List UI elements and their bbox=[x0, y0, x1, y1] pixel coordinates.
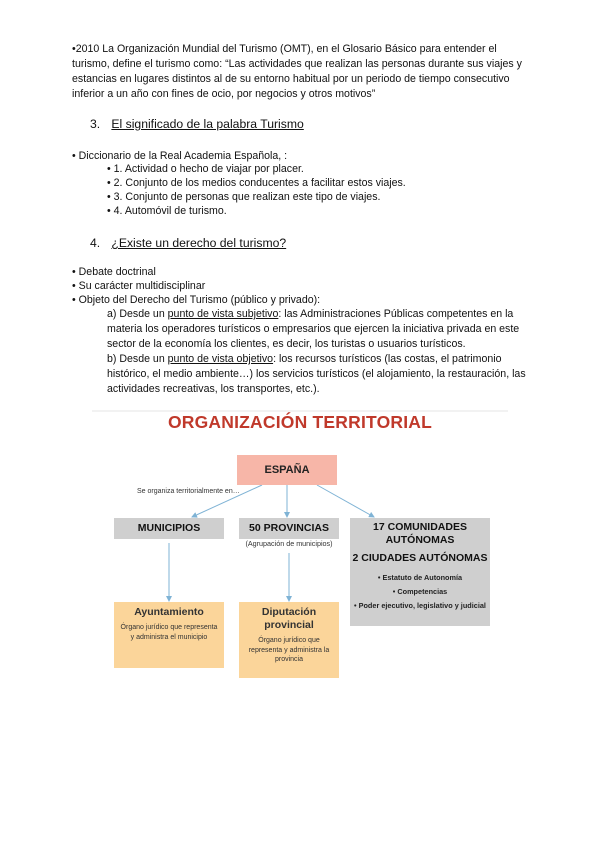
intro-paragraph: •2010 La Organización Mundial del Turismo (OMT), en el Glosario Básico para entender el turismo, define el turismo como: “Las actividades que realizan las personas durante sus viajes y estancias en lugares distintos al de su entorno habitual por un periodo de tiempo consecutivo inferior a un año con fines de ocio, por negocios y otros motivos” bbox=[72, 43, 522, 100]
provincias-box: 50 PROVINCIAS bbox=[239, 518, 339, 539]
diagram-title: ORGANIZACIÓN TERRITORIAL bbox=[167, 412, 433, 432]
ccaa-list-item: • Competencias bbox=[392, 587, 448, 596]
section-3-lead: • Diccionario de la Real Academia Española, : bbox=[72, 150, 288, 162]
section-4-heading bbox=[90, 235, 286, 251]
paragraph-subjective bbox=[107, 307, 532, 352]
list-item: • 3. Conjunto de personas que realizan este tipo de viajes. bbox=[107, 191, 381, 203]
para-b-rest: : los recursos turísticos (las costas, el patrimonio histórico, el medio ambiente…) los servicios turísticos (el alojamiento, la restauración, las actividades recreativas, los transportes, etc.). bbox=[107, 353, 526, 395]
ayuntamiento-desc: Órgano jurídico que representa y administra el municipio bbox=[120, 624, 218, 641]
municipios-box: MUNICIPIOS bbox=[114, 518, 224, 539]
territorial-organization-diagram bbox=[92, 405, 508, 695]
para-a-rest: : las Administraciones Públicas competentes en la materia los operadores turísticos o empresarios que ejercen la iniciativa privada en este sector de la economía los clientes, es decir, los turistas o usuarios turísticos. bbox=[107, 308, 520, 350]
ccaa-list-item: • Estatuto de Autonomía bbox=[377, 573, 463, 582]
section-4-number: 4. bbox=[90, 236, 101, 250]
arrow-to-ccaa bbox=[317, 485, 374, 517]
para-a-link: punto de vista subjetivo bbox=[167, 308, 279, 320]
ccaa-list-item: • Poder ejecutivo, legislativo y judicial bbox=[354, 601, 486, 610]
section-3-number: 3. bbox=[90, 117, 101, 131]
section-3-heading bbox=[90, 116, 304, 132]
ccaa-list bbox=[350, 571, 490, 613]
ccaa-box bbox=[350, 518, 490, 626]
para-b-prefix: b) Desde un bbox=[107, 353, 168, 365]
ayuntamiento-title: Ayuntamiento bbox=[134, 606, 204, 618]
bullet-item: • Objeto del Derecho del Turismo (público y privado): bbox=[72, 294, 321, 306]
diputacion-desc: Órgano jurídico que representa y administra la provincia bbox=[248, 637, 330, 663]
section-4-title: ¿Existe un derecho del turismo? bbox=[111, 236, 287, 250]
bullet-item: • Su carácter multidisciplinar bbox=[72, 280, 206, 292]
ayuntamiento-box bbox=[114, 602, 224, 668]
para-b-link: punto de vista objetivo bbox=[167, 353, 274, 365]
para-a-prefix: a) Desde un bbox=[107, 308, 168, 320]
ciudades-title: 2 CIUDADES AUTÓNOMAS bbox=[352, 552, 488, 564]
list-item: • 2. Conjunto de los medios conducentes a facilitar estos viajes. bbox=[107, 177, 406, 189]
provincias-subtitle: (Agrupación de municipios) bbox=[245, 539, 333, 548]
diputacion-box bbox=[239, 602, 339, 678]
paragraph-objective bbox=[107, 352, 532, 397]
organized-label: Se organiza territorialmente en… bbox=[137, 488, 240, 495]
ccaa-title: 17 COMUNIDADES AUTÓNOMAS bbox=[373, 521, 467, 546]
section-3-title: El significado de la palabra Turismo bbox=[111, 117, 304, 131]
diputacion-title: Diputación provincial bbox=[261, 606, 317, 631]
root-box-spain: ESPAÑA bbox=[237, 455, 337, 485]
list-item: • 4. Automóvil de turismo. bbox=[107, 205, 227, 217]
bullet-item: • Debate doctrinal bbox=[72, 266, 156, 278]
list-item: • 1. Actividad o hecho de viajar por placer. bbox=[107, 163, 304, 175]
